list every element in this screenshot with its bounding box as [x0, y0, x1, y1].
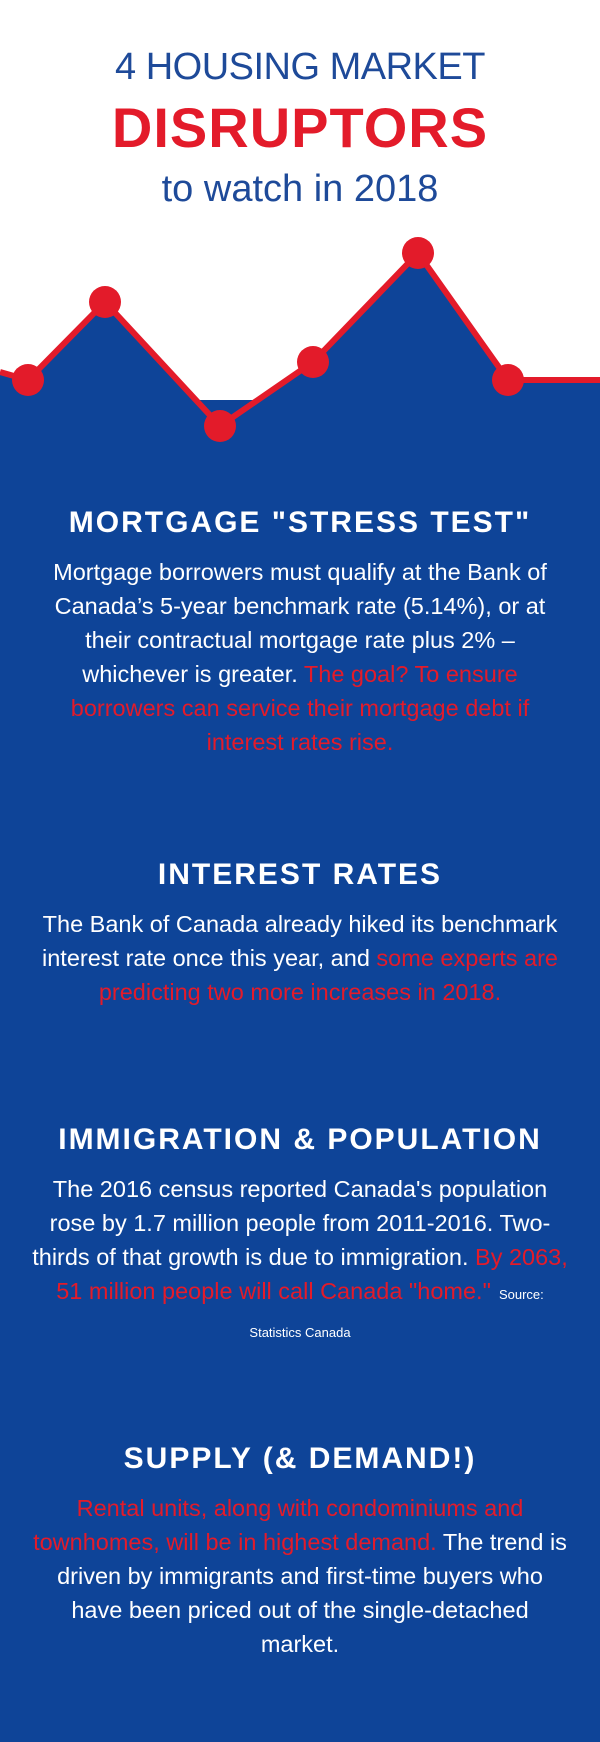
section-interest-rates	[30, 857, 570, 1009]
section-body	[30, 555, 570, 759]
body-red: The goal? To ensure borrowers can service their mortgage debt if interest rates rise.	[70, 661, 530, 755]
body-white: The trend is driven by immigrants and first-time buyers who have been priced out of the single-detached market.	[57, 1529, 567, 1657]
graph-point	[12, 364, 44, 396]
body-white: The Bank of Canada already hiked its benchmark interest rate once this year, and	[42, 911, 558, 971]
title-line-3: to watch in 2018	[161, 168, 439, 210]
body-red: By 2063, 51 million people will call Canada "home."	[56, 1244, 568, 1304]
graph-point	[402, 237, 434, 269]
section-title: INTEREST RATES	[157, 858, 443, 891]
section-body	[30, 1491, 570, 1661]
title-line-1: 4 HOUSING MARKET	[115, 46, 485, 88]
graph-point	[204, 410, 236, 442]
body-red: Rental units, along with condominiums and townhomes, will be in highest demand.	[33, 1495, 524, 1555]
section-body	[30, 907, 570, 1009]
body-red: some experts are predicting two more increases in 2018.	[98, 945, 558, 1005]
market-line-graphic	[0, 0, 600, 460]
graph-point	[492, 364, 524, 396]
title-line-2: DISRUPTORS	[111, 96, 489, 159]
section-mortgage-stress-test	[30, 505, 570, 759]
section-title: IMMIGRATION & POPULATION	[58, 1123, 542, 1156]
source-note: Source: Statistics Canada	[249, 1287, 544, 1340]
section-supply-demand	[30, 1441, 570, 1661]
graph-point	[89, 286, 121, 318]
body-white: Mortgage borrowers must qualify at the Bank of Canada’s 5-year benchmark rate (5.14%), or at their contractual mortgage rate plus 2% – whichever is greater.	[53, 559, 547, 687]
section-immigration-population	[30, 1122, 570, 1350]
body-white: The 2016 census reported Canada's population rose by 1.7 million people from 2011-2016. Two-thirds of that growth is due to immigration.	[32, 1176, 551, 1270]
graph-point	[297, 346, 329, 378]
section-body	[30, 1172, 570, 1350]
section-title: MORTGAGE "STRESS TEST"	[68, 506, 532, 539]
section-title: SUPPLY (& DEMAND!)	[123, 1442, 477, 1475]
